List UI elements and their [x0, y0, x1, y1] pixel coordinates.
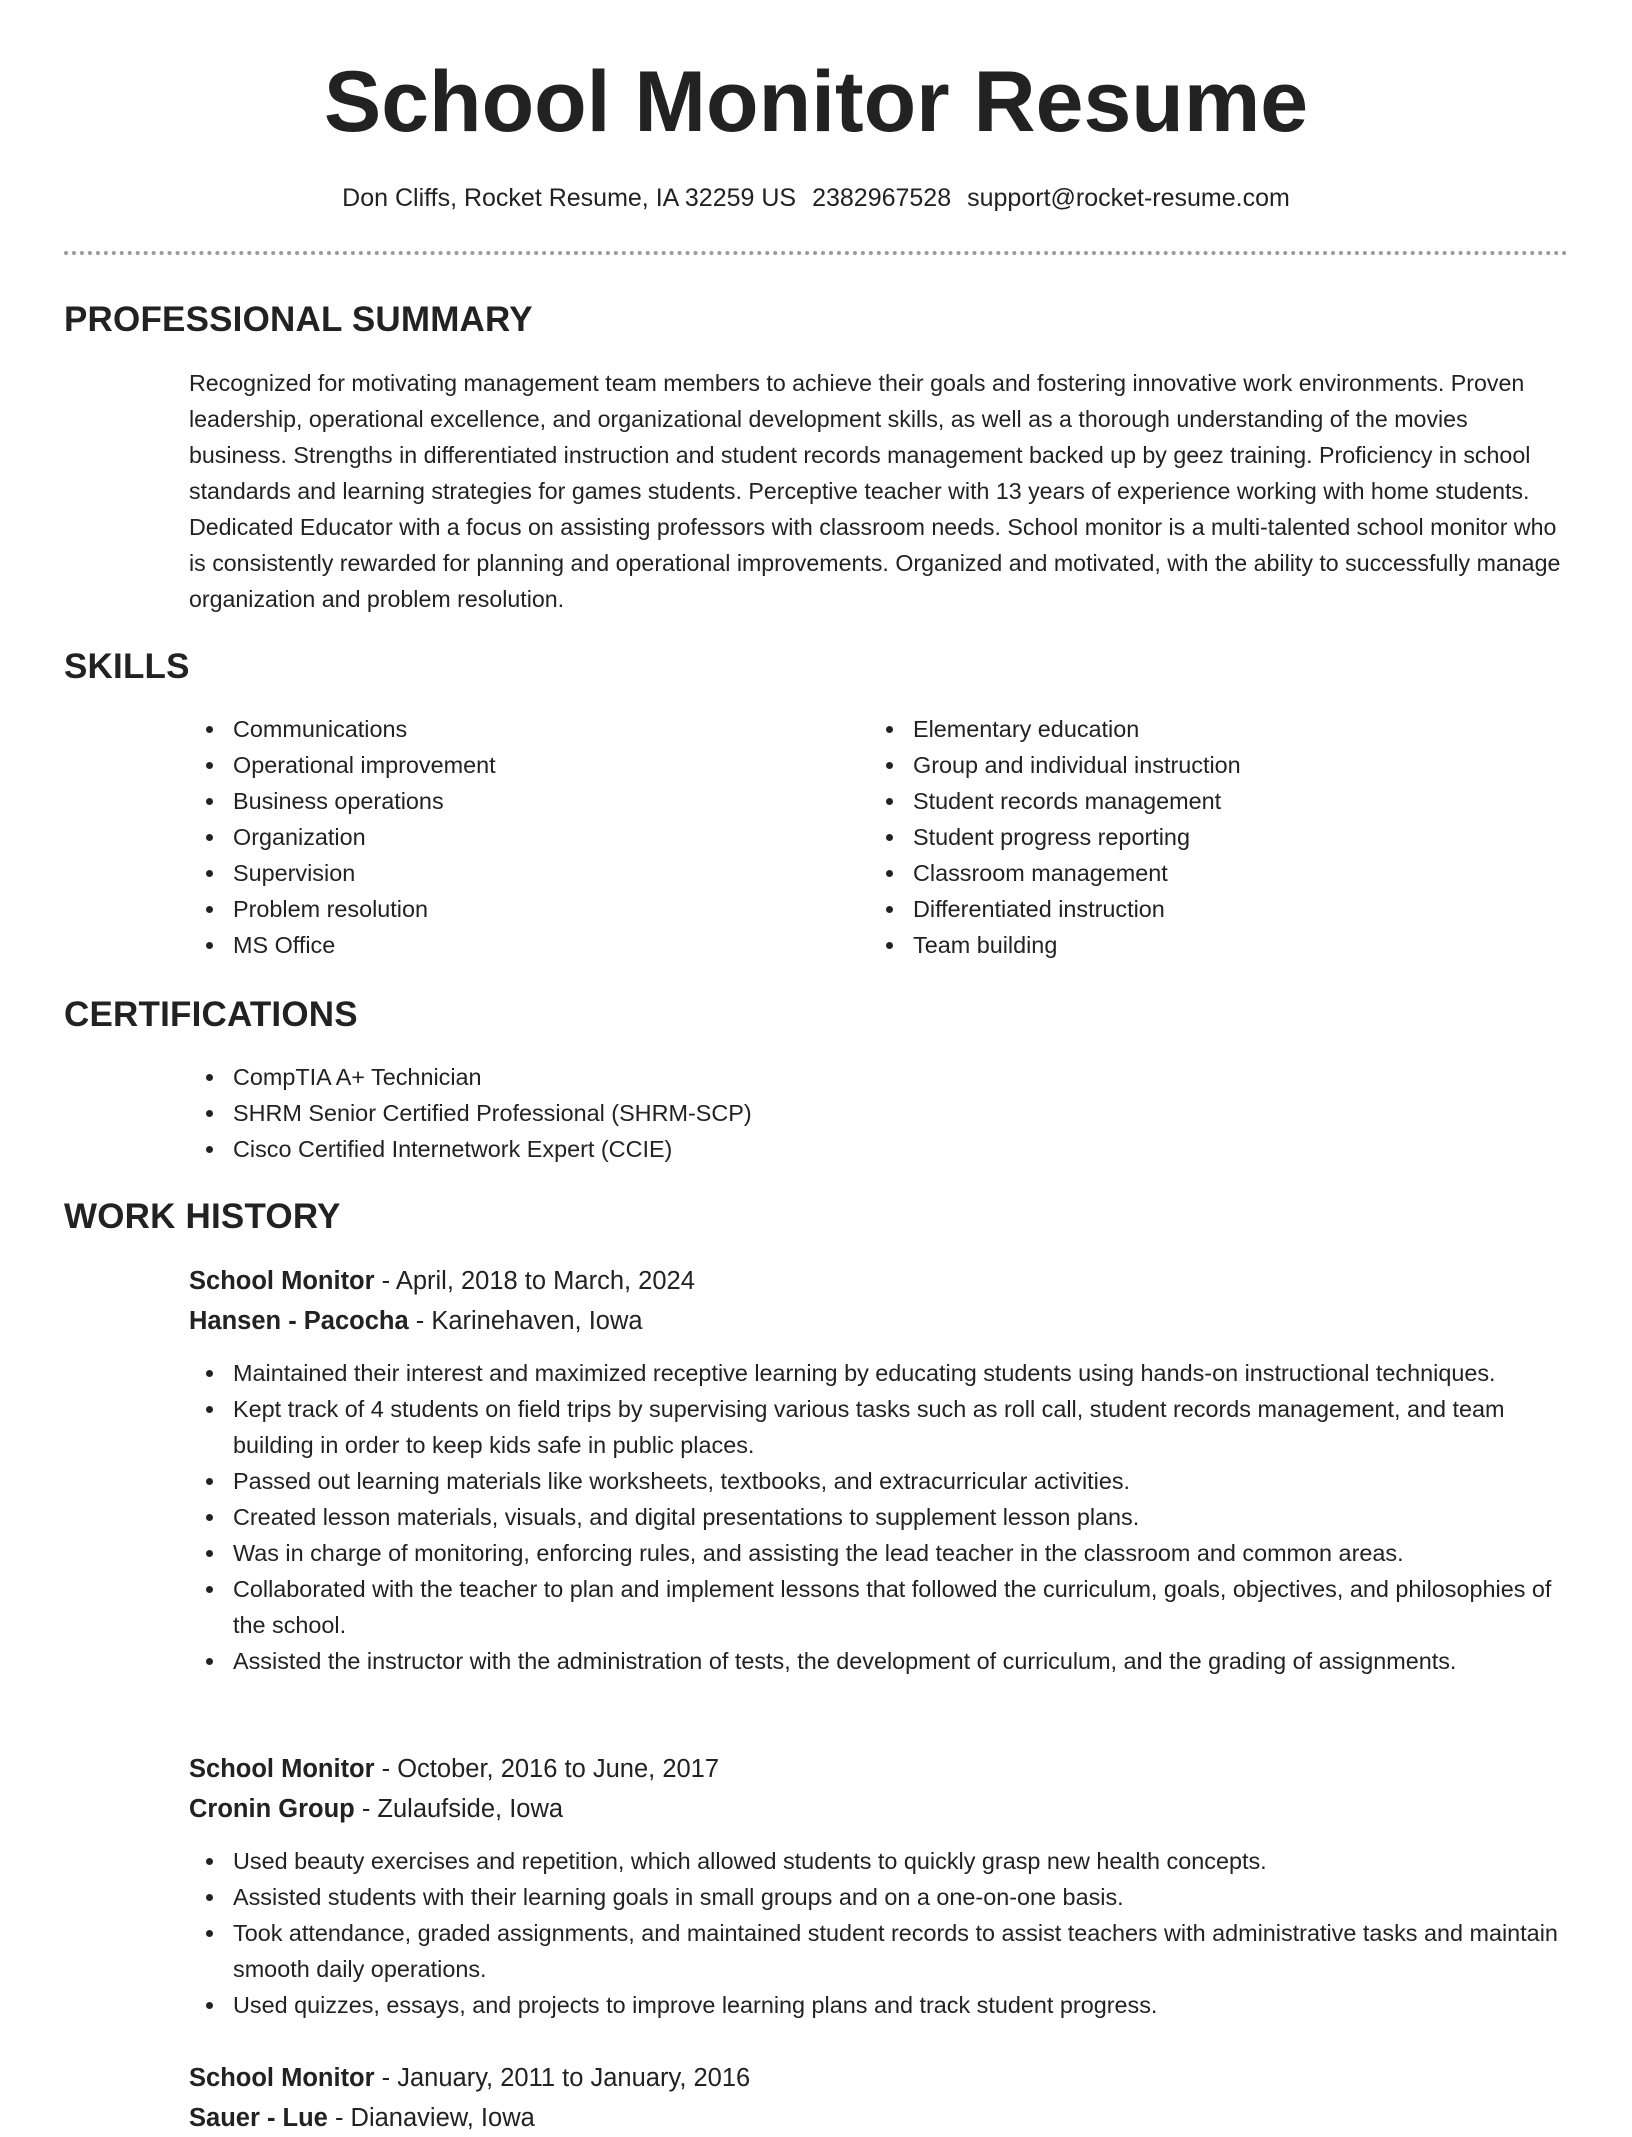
job-role: School Monitor: [189, 2064, 375, 2092]
list-item: Was in charge of monitoring, enforcing rules, and assisting the lead teacher in the classroom and common areas.: [189, 1535, 1569, 1571]
job-bullets: [189, 1355, 1569, 1679]
job-dates: - October, 2016 to June, 2017: [374, 1755, 720, 1783]
job-company-line: [189, 2099, 535, 2137]
job-dates: - April, 2018 to March, 2024: [374, 1267, 695, 1295]
section-title-summary: PROFESSIONAL SUMMARY: [64, 300, 533, 339]
skills-list-right: [869, 711, 1549, 963]
section-title-certifications: CERTIFICATIONS: [64, 995, 358, 1034]
list-item: Business operations: [189, 783, 829, 819]
job-company: Sauer - Lue: [189, 2104, 328, 2132]
job-location: - Zulaufside, Iowa: [354, 1795, 564, 1823]
list-item: CompTIA A+ Technician: [189, 1059, 1289, 1095]
list-item: Passed out learning materials like worksheets, textbooks, and extracurricular activities.: [189, 1463, 1569, 1499]
list-item: Problem resolution: [189, 891, 829, 927]
contact-phone: 2382967528: [812, 184, 952, 212]
list-item: Kept track of 4 students on field trips by supervising various tasks such as roll call, student records management, and team building in order to keep kids safe in public places.: [189, 1391, 1569, 1463]
section-title-work-history: WORK HISTORY: [64, 1197, 341, 1236]
list-item: Created lesson materials, visuals, and digital presentations to supplement lesson plans.: [189, 1499, 1569, 1535]
job-role: School Monitor: [189, 1267, 375, 1295]
job-title-line: [189, 2059, 750, 2097]
job-company: Cronin Group: [189, 1795, 355, 1823]
list-item: Student records management: [869, 783, 1549, 819]
job-location: - Dianaview, Iowa: [327, 2104, 535, 2132]
list-item: Cisco Certified Internetwork Expert (CCIE): [189, 1131, 1289, 1167]
job-bullets: [189, 1843, 1569, 2023]
certifications-list: [189, 1059, 1289, 1167]
list-item: Used quizzes, essays, and projects to improve learning plans and track student progress.: [189, 1987, 1569, 2023]
list-item: Elementary education: [869, 711, 1549, 747]
job-company-line: [189, 1302, 643, 1340]
section-title-skills: SKILLS: [64, 647, 190, 686]
list-item: Used beauty exercises and repetition, which allowed students to quickly grasp new health concepts.: [189, 1843, 1569, 1879]
job-title-line: [189, 1750, 719, 1788]
contact-email: support@rocket-resume.com: [967, 184, 1290, 212]
contact-info: [0, 180, 1632, 216]
list-item: Collaborated with the teacher to plan and implement lessons that followed the curriculum, goals, objectives, and philosophies of the school.: [189, 1571, 1569, 1643]
list-item: Organization: [189, 819, 829, 855]
summary-text: Recognized for motivating management team members to achieve their goals and fostering innovative work environments. Proven leadership, operational excellence, and organizational development skills, as well as a thorough understanding of the movies business. Strengths in differentiated instruction and student records management backed up by geez training. Proficiency in school standards and learning strategies for games students. Perceptive teacher with 13 years of experience working with home students. Dedicated Educator with a focus on assisting professors with classroom needs. School monitor is a multi-talented school monitor who is consistently rewarded for planning and operational improvements. Organized and motivated, with the ability to successfully manage organization and problem resolution.: [189, 370, 1561, 612]
list-item: Operational improvement: [189, 747, 829, 783]
job-company-line: [189, 1790, 563, 1828]
list-item: Group and individual instruction: [869, 747, 1549, 783]
page-title: School Monitor Resume: [323, 54, 1309, 150]
job-location: - Karinehaven, Iowa: [408, 1307, 643, 1335]
job-title-line: [189, 1262, 695, 1300]
job-dates: - January, 2011 to January, 2016: [374, 2064, 751, 2092]
list-item: Assisted students with their learning goals in small groups and on a one-on-one basis.: [189, 1879, 1569, 1915]
job-company: Hansen - Pacocha: [189, 1307, 409, 1335]
list-item: Supervision: [189, 855, 829, 891]
header-divider: [64, 251, 1568, 255]
list-item: Maintained their interest and maximized receptive learning by educating students using hands-on instructional techniques.: [189, 1355, 1569, 1391]
list-item: Student progress reporting: [869, 819, 1549, 855]
list-item: Took attendance, graded assignments, and maintained student records to assist teachers with administrative tasks and maintain smooth daily operations.: [189, 1915, 1569, 1987]
list-item: Team building: [869, 927, 1549, 963]
skills-list-left: [189, 711, 829, 963]
list-item: SHRM Senior Certified Professional (SHRM-SCP): [189, 1095, 1289, 1131]
contact-address: Don Cliffs, Rocket Resume, IA 32259 US: [342, 184, 797, 212]
job-role: School Monitor: [189, 1755, 375, 1783]
list-item: Communications: [189, 711, 829, 747]
list-item: Assisted the instructor with the administration of tests, the development of curriculum, and the grading of assignments.: [189, 1643, 1569, 1679]
list-item: MS Office: [189, 927, 829, 963]
list-item: Classroom management: [869, 855, 1549, 891]
list-item: Differentiated instruction: [869, 891, 1549, 927]
